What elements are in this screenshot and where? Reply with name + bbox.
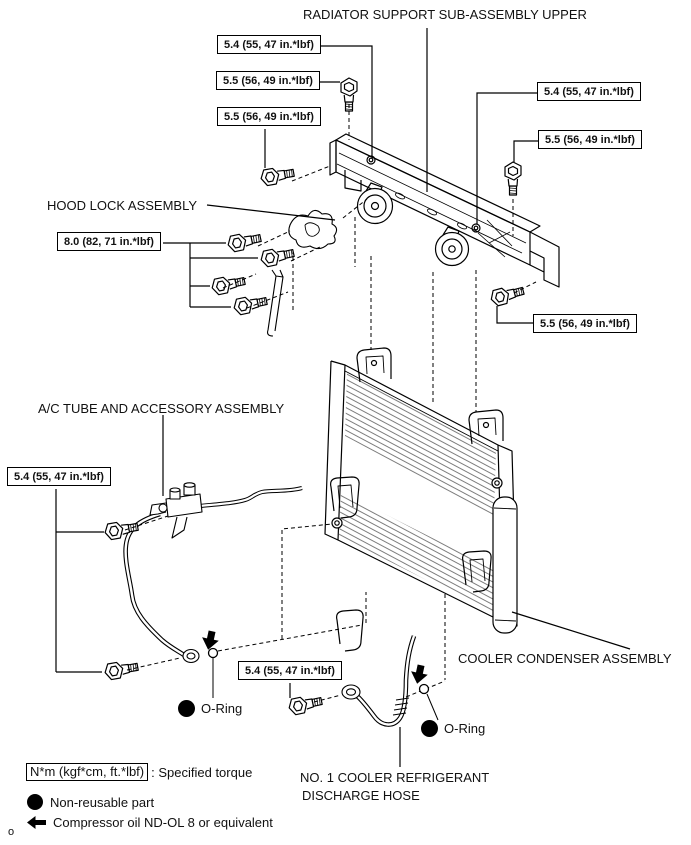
torque-box-hood-lock-80: 8.0 (82, 71 in.*lbf) [57, 232, 161, 251]
discharge-hose-label-line2: DISCHARGE HOSE [302, 788, 420, 803]
torque-box-top-left-55b: 5.5 (56, 49 in.*lbf) [217, 107, 321, 126]
diagram-title: RADIATOR SUPPORT SUB-ASSEMBLY UPPER [303, 7, 587, 22]
o-ring-label-text: O-Ring [444, 721, 486, 736]
page-marker: o [8, 826, 15, 838]
legend-non-reusable [27, 794, 154, 810]
discharge-hose-drawing [342, 636, 414, 725]
legend-torque-desc: : Specified torque [151, 764, 253, 780]
condenser-drawing [325, 348, 517, 651]
legend-compressor-oil [27, 815, 273, 830]
torque-box-top-left-55a: 5.5 (56, 49 in.*lbf) [216, 71, 320, 90]
condenser-label: COOLER CONDENSER ASSEMBLY [458, 651, 672, 666]
legend-specified-torque [26, 763, 252, 781]
torque-box-ac-tube-54: 5.4 (55, 47 in.*lbf) [7, 467, 111, 486]
o-ring-label-left [178, 700, 242, 717]
torque-box-hose-54: 5.4 (55, 47 in.*lbf) [238, 661, 342, 680]
ac-tube-label: A/C TUBE AND ACCESSORY ASSEMBLY [38, 401, 285, 416]
o-ring-label-right [421, 720, 485, 737]
non-reusable-dot-icon [27, 794, 43, 810]
torque-box-mid-right-55: 5.5 (56, 49 in.*lbf) [533, 314, 637, 333]
legend-compressor-oil-text: Compressor oil ND-OL 8 or equivalent [53, 815, 273, 830]
torque-box-top-left-54: 5.4 (55, 47 in.*lbf) [217, 35, 321, 54]
discharge-hose-label-line1: NO. 1 COOLER REFRIGERANT [300, 770, 490, 785]
torque-box-top-right-55: 5.5 (56, 49 in.*lbf) [538, 130, 642, 149]
left-arrow-icon [27, 816, 46, 829]
hood-lock-label: HOOD LOCK ASSEMBLY [47, 198, 198, 213]
bolt-icons [104, 78, 526, 716]
o-ring-label-text: O-Ring [201, 701, 243, 716]
non-reusable-dot-icon [178, 700, 195, 717]
torque-box-top-right-54: 5.4 (55, 47 in.*lbf) [537, 82, 641, 101]
legend-non-reusable-text: Non-reusable part [50, 794, 155, 810]
hood-lock-drawing [268, 210, 337, 336]
torque-unit-box: N*m (kgf*cm, ft.*lbf) [26, 763, 148, 781]
non-reusable-dot-icon [421, 720, 438, 737]
